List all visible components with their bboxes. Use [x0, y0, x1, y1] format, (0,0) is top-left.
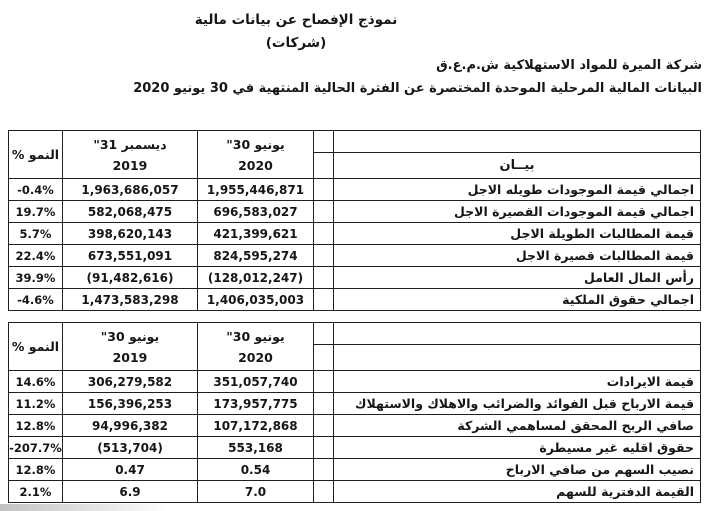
table-row — [9, 223, 701, 245]
spacer-header-bottom — [314, 153, 334, 179]
income-statement-table — [8, 322, 701, 503]
spacer-cell — [314, 223, 334, 245]
growth-cell: 14.6% — [9, 371, 63, 393]
current-value-cell: 1,955,446,871 — [198, 179, 314, 201]
statement-period-line: البيانات المالية المرحلية الموحدة المختصرة عن الفترة الحالية المنتهية في 30 يونيو 2020 — [133, 81, 702, 96]
statement-label-cell: القيمة الدفترية للسهم — [334, 481, 701, 503]
statement-label-cell: قيمة الارباح قبل الفوائد والضرائب والاهلاك والاستهلاك — [334, 393, 701, 415]
table-row — [9, 481, 701, 503]
statement-label-cell: صافي الربح المحقق لمساهمي الشركة — [334, 415, 701, 437]
table-row — [9, 289, 701, 311]
statement-label-cell: قيمة الايرادات — [334, 371, 701, 393]
spacer-cell — [314, 179, 334, 201]
spacer-cell — [314, 267, 334, 289]
current-value-cell: (128,012,247) — [198, 267, 314, 289]
growth-cell: -4.6% — [9, 289, 63, 311]
growth-cell: -207.7% — [9, 437, 63, 459]
prior-period-column-header — [63, 323, 198, 371]
prior-period-year: 2019 — [112, 157, 148, 173]
current-value-cell: 696,583,027 — [198, 201, 314, 223]
growth-cell: 2.1% — [9, 481, 63, 503]
table-row — [9, 371, 701, 393]
spacer-cell — [314, 245, 334, 267]
statement-label-cell: اجمالي قيمة الموجودات القصيرة الاجل — [334, 201, 701, 223]
table-row — [9, 267, 701, 289]
current-value-cell: 421,399,621 — [198, 223, 314, 245]
statement-label-cell: قيمة المطالبات قصيرة الاجل — [334, 245, 701, 267]
prior-value-cell: 306,279,582 — [63, 371, 198, 393]
statement-column-header: بيــان — [334, 153, 701, 179]
prior-period-label: "30 يونيو — [100, 328, 160, 344]
current-period-label: "30 يونيو — [226, 136, 285, 152]
prior-value-cell: 582,068,475 — [63, 201, 198, 223]
growth-cell: 5.7% — [9, 223, 63, 245]
prior-period-column-header — [63, 131, 198, 179]
scan-artifact — [0, 504, 170, 511]
current-period-year: 2020 — [238, 157, 273, 173]
spacer-cell — [314, 481, 334, 503]
statement-label-cell: اجمالي حقوق الملكية — [334, 289, 701, 311]
current-period-year: 2020 — [238, 349, 273, 365]
prior-value-cell: 94,996,382 — [63, 415, 198, 437]
spacer-header-top — [314, 323, 334, 345]
prior-period-year: 2019 — [112, 349, 148, 365]
current-value-cell: 7.0 — [198, 481, 314, 503]
spacer-cell — [314, 415, 334, 437]
prior-value-cell: 673,551,091 — [63, 245, 198, 267]
statement-label-cell: قيمة المطالبات الطويلة الاجل — [334, 223, 701, 245]
statement-label-cell: رأس المال العامل — [334, 267, 701, 289]
current-value-cell: 553,168 — [198, 437, 314, 459]
statement-label-cell: نصيب السهم من صافي الارباح — [334, 459, 701, 481]
prior-value-cell: 1,963,686,057 — [63, 179, 198, 201]
prior-value-cell: 398,620,143 — [63, 223, 198, 245]
spacer-cell — [314, 371, 334, 393]
company-block — [12, 54, 702, 100]
document-subtitle-companies: (شركات) — [265, 35, 327, 51]
current-value-cell: 107,172,868 — [198, 415, 314, 437]
document-title: نموذج الإفصاح عن بيانات مالية — [194, 12, 398, 28]
statement-header-top — [334, 131, 701, 153]
document-title-block — [0, 9, 592, 55]
growth-column-header: النمو % — [9, 131, 63, 179]
statement-label-cell: اجمالي قيمة الموجودات طويله الاجل — [334, 179, 701, 201]
growth-cell: -0.4% — [9, 179, 63, 201]
prior-value-cell: 156,396,253 — [63, 393, 198, 415]
growth-cell: 19.7% — [9, 201, 63, 223]
table-row — [9, 459, 701, 481]
table-row — [9, 245, 701, 267]
spacer-cell — [314, 201, 334, 223]
current-value-cell: 824,595,274 — [198, 245, 314, 267]
growth-cell: 39.9% — [9, 267, 63, 289]
table-row — [9, 393, 701, 415]
table-row — [9, 415, 701, 437]
growth-cell: 12.8% — [9, 459, 63, 481]
spacer-cell — [314, 289, 334, 311]
spacer-cell — [314, 459, 334, 481]
spacer-cell — [314, 393, 334, 415]
spacer-header-top — [314, 131, 334, 153]
current-period-label: "30 يونيو — [226, 328, 285, 344]
current-value-cell: 0.54 — [198, 459, 314, 481]
spacer-header-bottom — [314, 345, 334, 371]
table-row — [9, 201, 701, 223]
prior-value-cell: (513,704) — [63, 437, 198, 459]
growth-cell: 22.4% — [9, 245, 63, 267]
company-name: شركة الميرة للمواد الاستهلاكية ش.م.ع.ق — [436, 58, 702, 73]
statement-header-top — [334, 323, 701, 345]
prior-value-cell: 1,473,583,298 — [63, 289, 198, 311]
prior-value-cell: 6.9 — [63, 481, 198, 503]
statement-label-cell: حقوق اقليه غير مسيطرة — [334, 437, 701, 459]
prior-value-cell: (91,482,616) — [63, 267, 198, 289]
growth-cell: 12.8% — [9, 415, 63, 437]
table-row — [9, 179, 701, 201]
current-value-cell: 1,406,035,003 — [198, 289, 314, 311]
current-period-column-header — [198, 131, 314, 179]
balance-sheet-table — [8, 130, 701, 311]
current-value-cell: 351,057,740 — [198, 371, 314, 393]
current-period-column-header — [198, 323, 314, 371]
prior-value-cell: 0.47 — [63, 459, 198, 481]
current-value-cell: 173,957,775 — [198, 393, 314, 415]
prior-period-label: "31 ديسمبر — [93, 136, 167, 152]
growth-column-header: النمو % — [9, 323, 63, 371]
spacer-cell — [314, 437, 334, 459]
statement-column-header — [334, 345, 701, 371]
table-row — [9, 437, 701, 459]
growth-cell: 11.2% — [9, 393, 63, 415]
